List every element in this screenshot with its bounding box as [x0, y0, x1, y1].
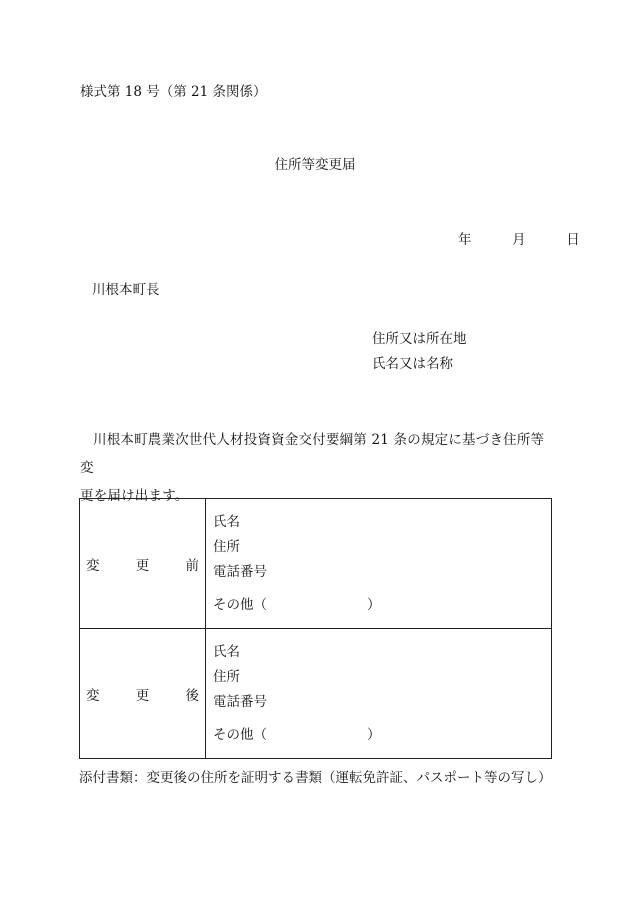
label-before — [80, 499, 206, 629]
form-number: 様式第 18 号（第 21 条関係） — [80, 84, 267, 100]
field-other — [213, 593, 551, 618]
field-phone: 電話番号 — [213, 563, 267, 580]
fields-before — [206, 499, 552, 629]
date-line — [458, 228, 580, 248]
field-other — [213, 723, 551, 748]
field-address: 住所 — [213, 668, 240, 685]
change-table — [79, 498, 552, 759]
other-close: ） — [367, 726, 381, 743]
body-line-2: 更を届け出ます。 — [80, 488, 189, 504]
label-after — [80, 629, 206, 759]
other-open: その他（ — [213, 726, 267, 743]
attachment-note: 添付書類：変更後の住所を証明する書類（運転免許証、パスポート等の写し） — [79, 770, 552, 786]
table-row-after — [80, 629, 552, 759]
table-row-before — [80, 499, 552, 629]
label-char: 後 — [185, 687, 199, 704]
field-address: 住所 — [213, 538, 240, 555]
field-phone: 電話番号 — [213, 693, 267, 710]
document-title: 住所等変更届 — [274, 157, 356, 173]
other-open: その他（ — [213, 596, 267, 613]
date-month-label: 月 — [512, 232, 526, 248]
body-line-1: 川根本町農業次世代人材投資資金交付要綱第 21 条の規定に基づき住所等変 — [80, 432, 545, 476]
applicant-address-label: 住所又は所在地 — [372, 331, 467, 347]
date-year-label: 年 — [458, 232, 472, 248]
field-name: 氏名 — [213, 513, 240, 530]
label-char: 更 — [135, 557, 150, 574]
label-char: 前 — [185, 557, 199, 574]
label-char: 変 — [86, 687, 100, 704]
date-day-label: 日 — [566, 232, 580, 248]
field-name: 氏名 — [213, 643, 240, 660]
applicant-block — [372, 327, 467, 377]
label-char: 更 — [135, 687, 150, 704]
applicant-name-label: 氏名又は名称 — [372, 356, 453, 372]
fields-after — [206, 629, 552, 759]
label-char: 変 — [86, 557, 100, 574]
other-close: ） — [367, 596, 381, 613]
addressee: 川根本町長 — [92, 282, 160, 298]
